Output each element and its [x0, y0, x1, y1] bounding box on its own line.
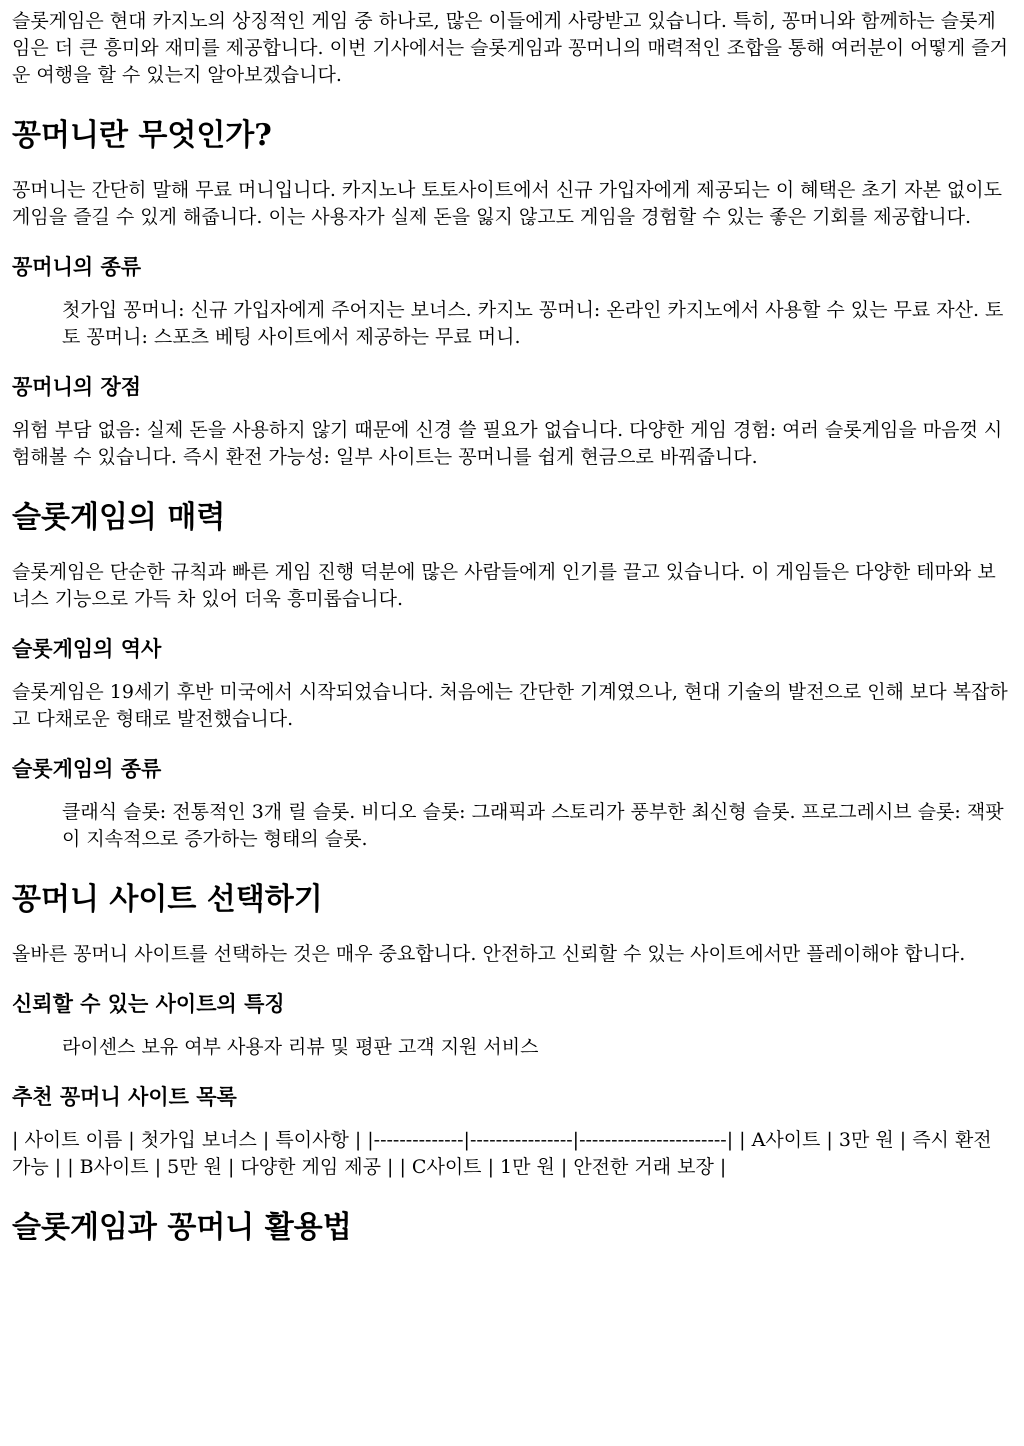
subheading-trusted-site-features: 신뢰할 수 있는 사이트의 특징 [12, 991, 285, 1016]
section-body-slot-appeal: 슬롯게임은 단순한 규칙과 빠른 게임 진행 덕분에 많은 사람들에게 인기를 끌고 있습니다. 이 게임들은 다양한 테마와 보너스 기능으로 가득 차 있어 더욱 흥미롭습니다. [12, 561, 996, 610]
quote-trusted-site-features: 라이센스 보유 여부 사용자 리뷰 및 평판 고객 지원 서비스 [62, 1036, 539, 1058]
subheading-slot-types: 슬롯게임의 종류 [12, 756, 162, 781]
body-free-money-advantages: 위험 부담 없음: 실제 돈을 사용하지 않기 때문에 신경 쓸 필요가 없습니다. 다양한 게임 경험: 여러 슬롯게임을 마음껏 시험해볼 수 있습니다. 즉시 환전 가능성: 일부 사이트는 꽁머니를 쉽게 현금으로 바꿔줍니다. [12, 419, 1003, 468]
section-heading-free-money: 꽁머니란 무엇인가? [12, 118, 272, 153]
section-heading-slot-appeal: 슬롯게임의 매력 [12, 500, 226, 535]
quote-slot-types: 클래식 슬롯: 전통적인 3개 릴 슬롯. 비디오 슬롯: 그래픽과 스토리가 풍부한 최신형 슬롯. 프로그레시브 슬롯: 잭팟이 지속적으로 증가하는 형태의 슬롯. [62, 801, 1004, 850]
section-body-site-selection: 올바른 꽁머니 사이트를 선택하는 것은 매우 중요합니다. 안전하고 신뢰할 수 있는 사이트에서만 플레이해야 합니다. [12, 943, 966, 965]
subheading-free-money-types: 꽁머니의 종류 [12, 254, 142, 279]
subheading-free-money-advantages: 꽁머니의 장점 [12, 374, 142, 399]
section-heading-usage: 슬롯게임과 꽁머니 활용법 [12, 1210, 352, 1245]
section-heading-site-selection: 꽁머니 사이트 선택하기 [12, 882, 323, 917]
quote-free-money-types: 첫가입 꽁머니: 신규 가입자에게 주어지는 보너스. 카지노 꽁머니: 온라인 카지노에서 사용할 수 있는 무료 자산. 토토 꽁머니: 스포츠 베팅 사이트에서 제공하는 무료 머니. [62, 299, 1004, 348]
subheading-recommended-sites: 추천 꽁머니 사이트 목록 [12, 1084, 237, 1109]
body-slot-history: 슬롯게임은 19세기 후반 미국에서 시작되었습니다. 처음에는 간단한 기계였으나, 현대 기술의 발전으로 인해 보다 복잡하고 다채로운 형태로 발전했습니다. [12, 681, 1008, 730]
subheading-slot-history: 슬롯게임의 역사 [12, 636, 162, 661]
body-recommended-sites-table: | 사이트 이름 | 첫가입 보너스 | 특이사항 | |--------------|----------------|-----------------------| | A사이트 | 3만 원 | 즉시 환전 가능 | | B사이트 | 5만 원 | 다양한 게임 제공 | | C사이트 | 1만 원 | 안전한 거래 보장 | [12, 1129, 992, 1178]
section-body-free-money: 꽁머니는 간단히 말해 무료 머니입니다. 카지노나 토토사이트에서 신규 가입자에게 제공되는 이 혜택은 초기 자본 없이도 게임을 즐길 수 있게 해줍니다. 이는 사용자가 실제 돈을 잃지 않고도 게임을 경험할 수 있는 좋은 기회를 제공합니다. [12, 179, 1002, 228]
intro-paragraph: 슬롯게임은 현대 카지노의 상징적인 게임 중 하나로, 많은 이들에게 사랑받고 있습니다. 특히, 꽁머니와 함께하는 슬롯게임은 더 큰 흥미와 재미를 제공합니다. 이번 기사에서는 슬롯게임과 꽁머니의 매력적인 조합을 통해 여러분이 어떻게 즐거운 여행을 할 수 있는지 알아보겠습니다. [12, 10, 1008, 86]
